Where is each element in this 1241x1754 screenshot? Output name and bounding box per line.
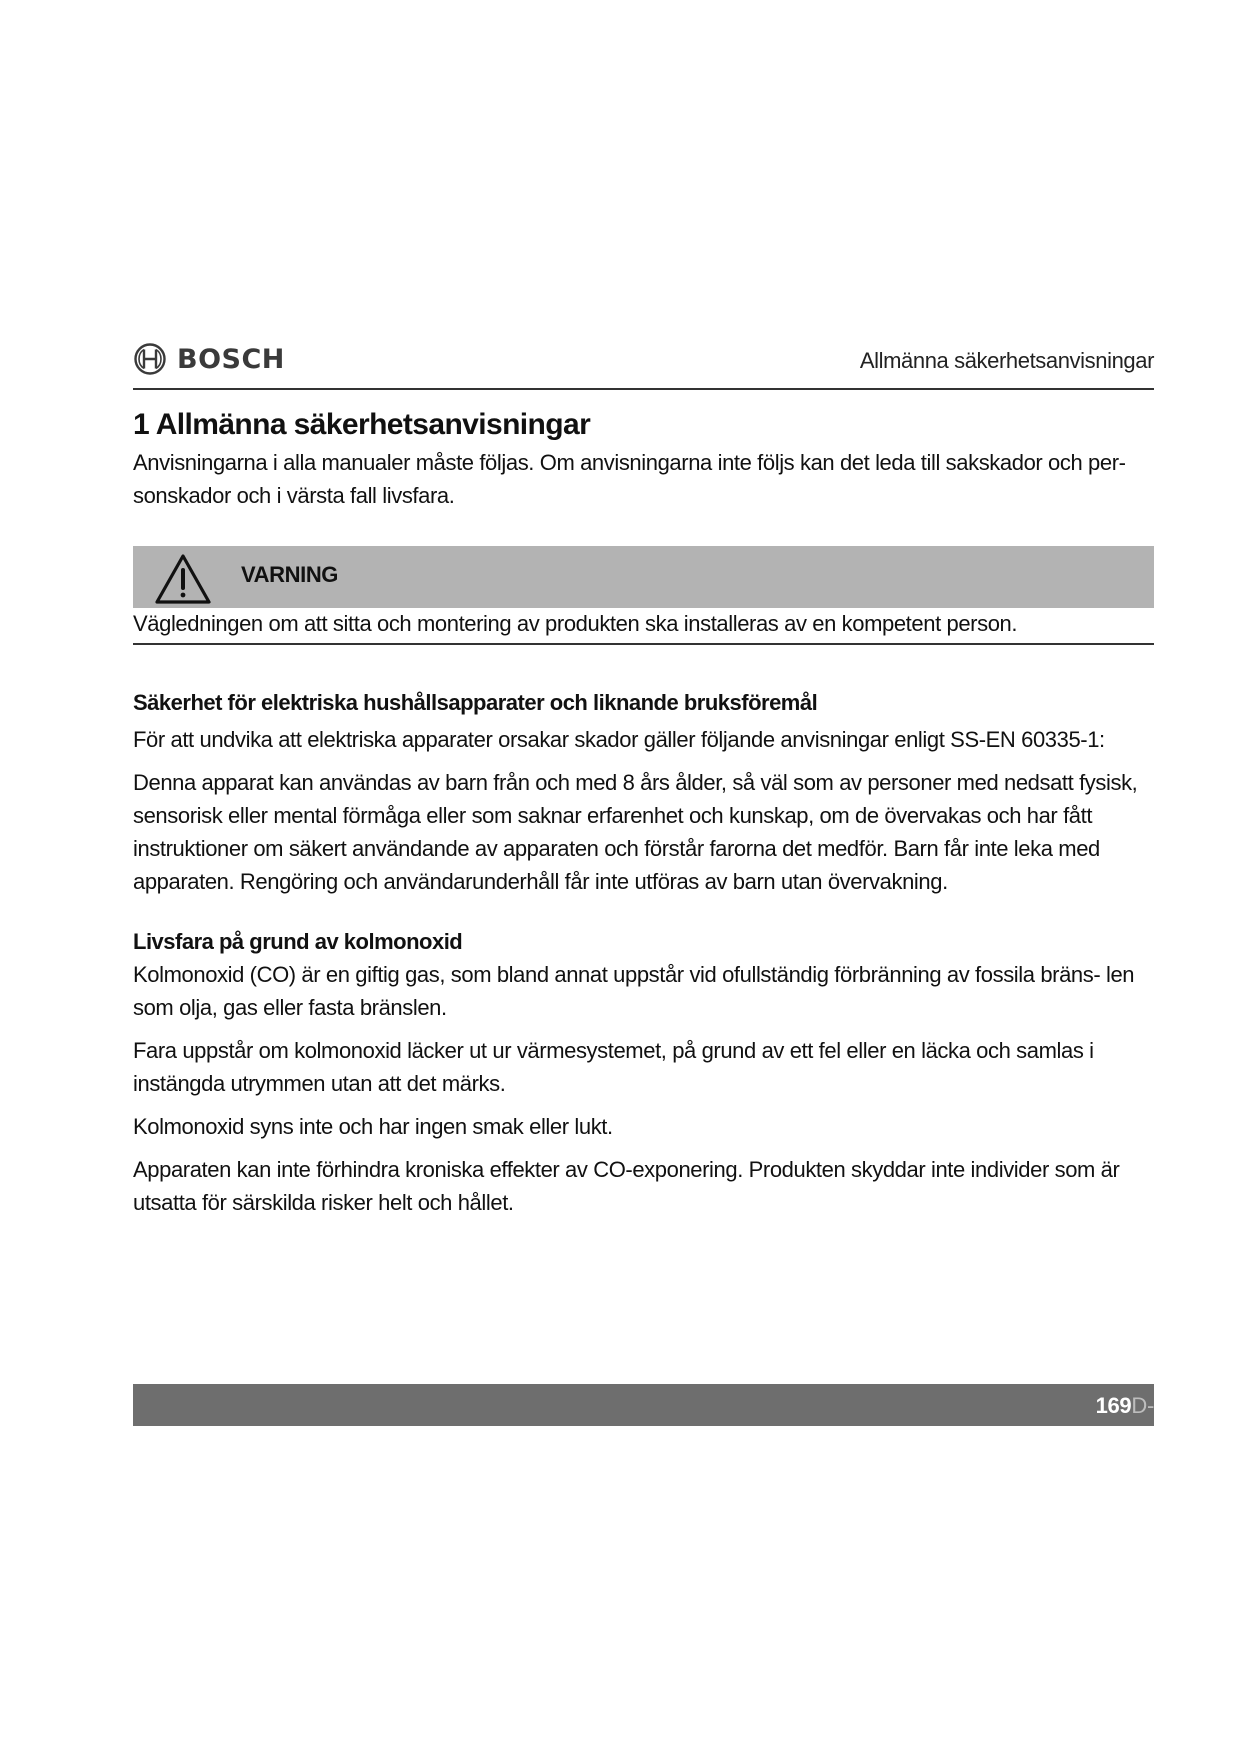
paragraph: Kolmonoxid (CO) är en giftig gas, som bland annat uppstår vid ofullständig förbränning av fossila bräns- len som olja, gas eller fasta bränslen.	[133, 962, 1135, 1020]
brand-logo	[133, 342, 285, 376]
warning-label: VARNING	[241, 562, 339, 587]
header-rule	[133, 388, 1154, 390]
paragraph: Fara uppstår om kolmonoxid läcker ut ur värmesystemet, på grund av ett fel eller en läcka och samlas i instängda utrymmen utan att det märks.	[133, 1038, 1094, 1096]
paragraph: För att undvika att elektriska apparater orsakar skador gäller följande anvisningar enligt SS-EN 60335-1:	[133, 727, 1105, 752]
paragraph: Kolmonoxid syns inte och har ingen smak eller lukt.	[133, 1114, 613, 1139]
paragraph: Denna apparat kan användas av barn från och med 8 års ålder, så väl som av personer med nedsatt fysisk, sensorisk eller mental förmåga eller som saknar erfarenhet och kunskap, om de övervakas och har fått instruktioner om säkert användande av apparaten och förstår farorna det medför. Barn får inte leka med apparaten. Rengöring och användarunderhåll får inte utföras av barn utan övervakning.	[133, 770, 1138, 894]
bosch-armature-icon	[133, 342, 167, 376]
page-header	[133, 330, 1154, 388]
warning-rule	[133, 643, 1154, 645]
paragraph: Apparaten kan inte förhindra kroniska effekter av CO-exponering. Produkten skyddar inte individer som är utsatta för särskilda risker helt och hållet.	[133, 1157, 1120, 1215]
warning-bar	[133, 546, 1154, 608]
page-number-suffix: D-	[1131, 1393, 1154, 1418]
chapter-title: 1 Allmänna säkerhetsanvisningar	[133, 408, 591, 441]
chapter-intro: Anvisningarna i alla manualer måste följas. Om anvisningarna inte följs kan det leda till sakskador och per- sonskador och i värsta fall livsfara.	[133, 450, 1126, 508]
page-number-value: 169	[1095, 1393, 1132, 1418]
brand-name: BOSCH	[177, 343, 285, 375]
warning-text: Vägledningen om att sitta och montering av produkten ska installeras av en kompetent person.	[133, 611, 1018, 636]
running-title: Allmänna säkerhetsanvisningar	[859, 348, 1154, 373]
section-heading-electrical: Säkerhet för elektriska hushållsapparater och liknande bruksföremål	[133, 690, 818, 715]
document-page	[133, 330, 1154, 1219]
section-heading-co: Livsfara på grund av kolmonoxid	[133, 929, 463, 954]
page-number	[1096, 1393, 1154, 1419]
warning-triangle-icon	[153, 552, 213, 606]
footer-bar	[133, 1384, 1154, 1426]
